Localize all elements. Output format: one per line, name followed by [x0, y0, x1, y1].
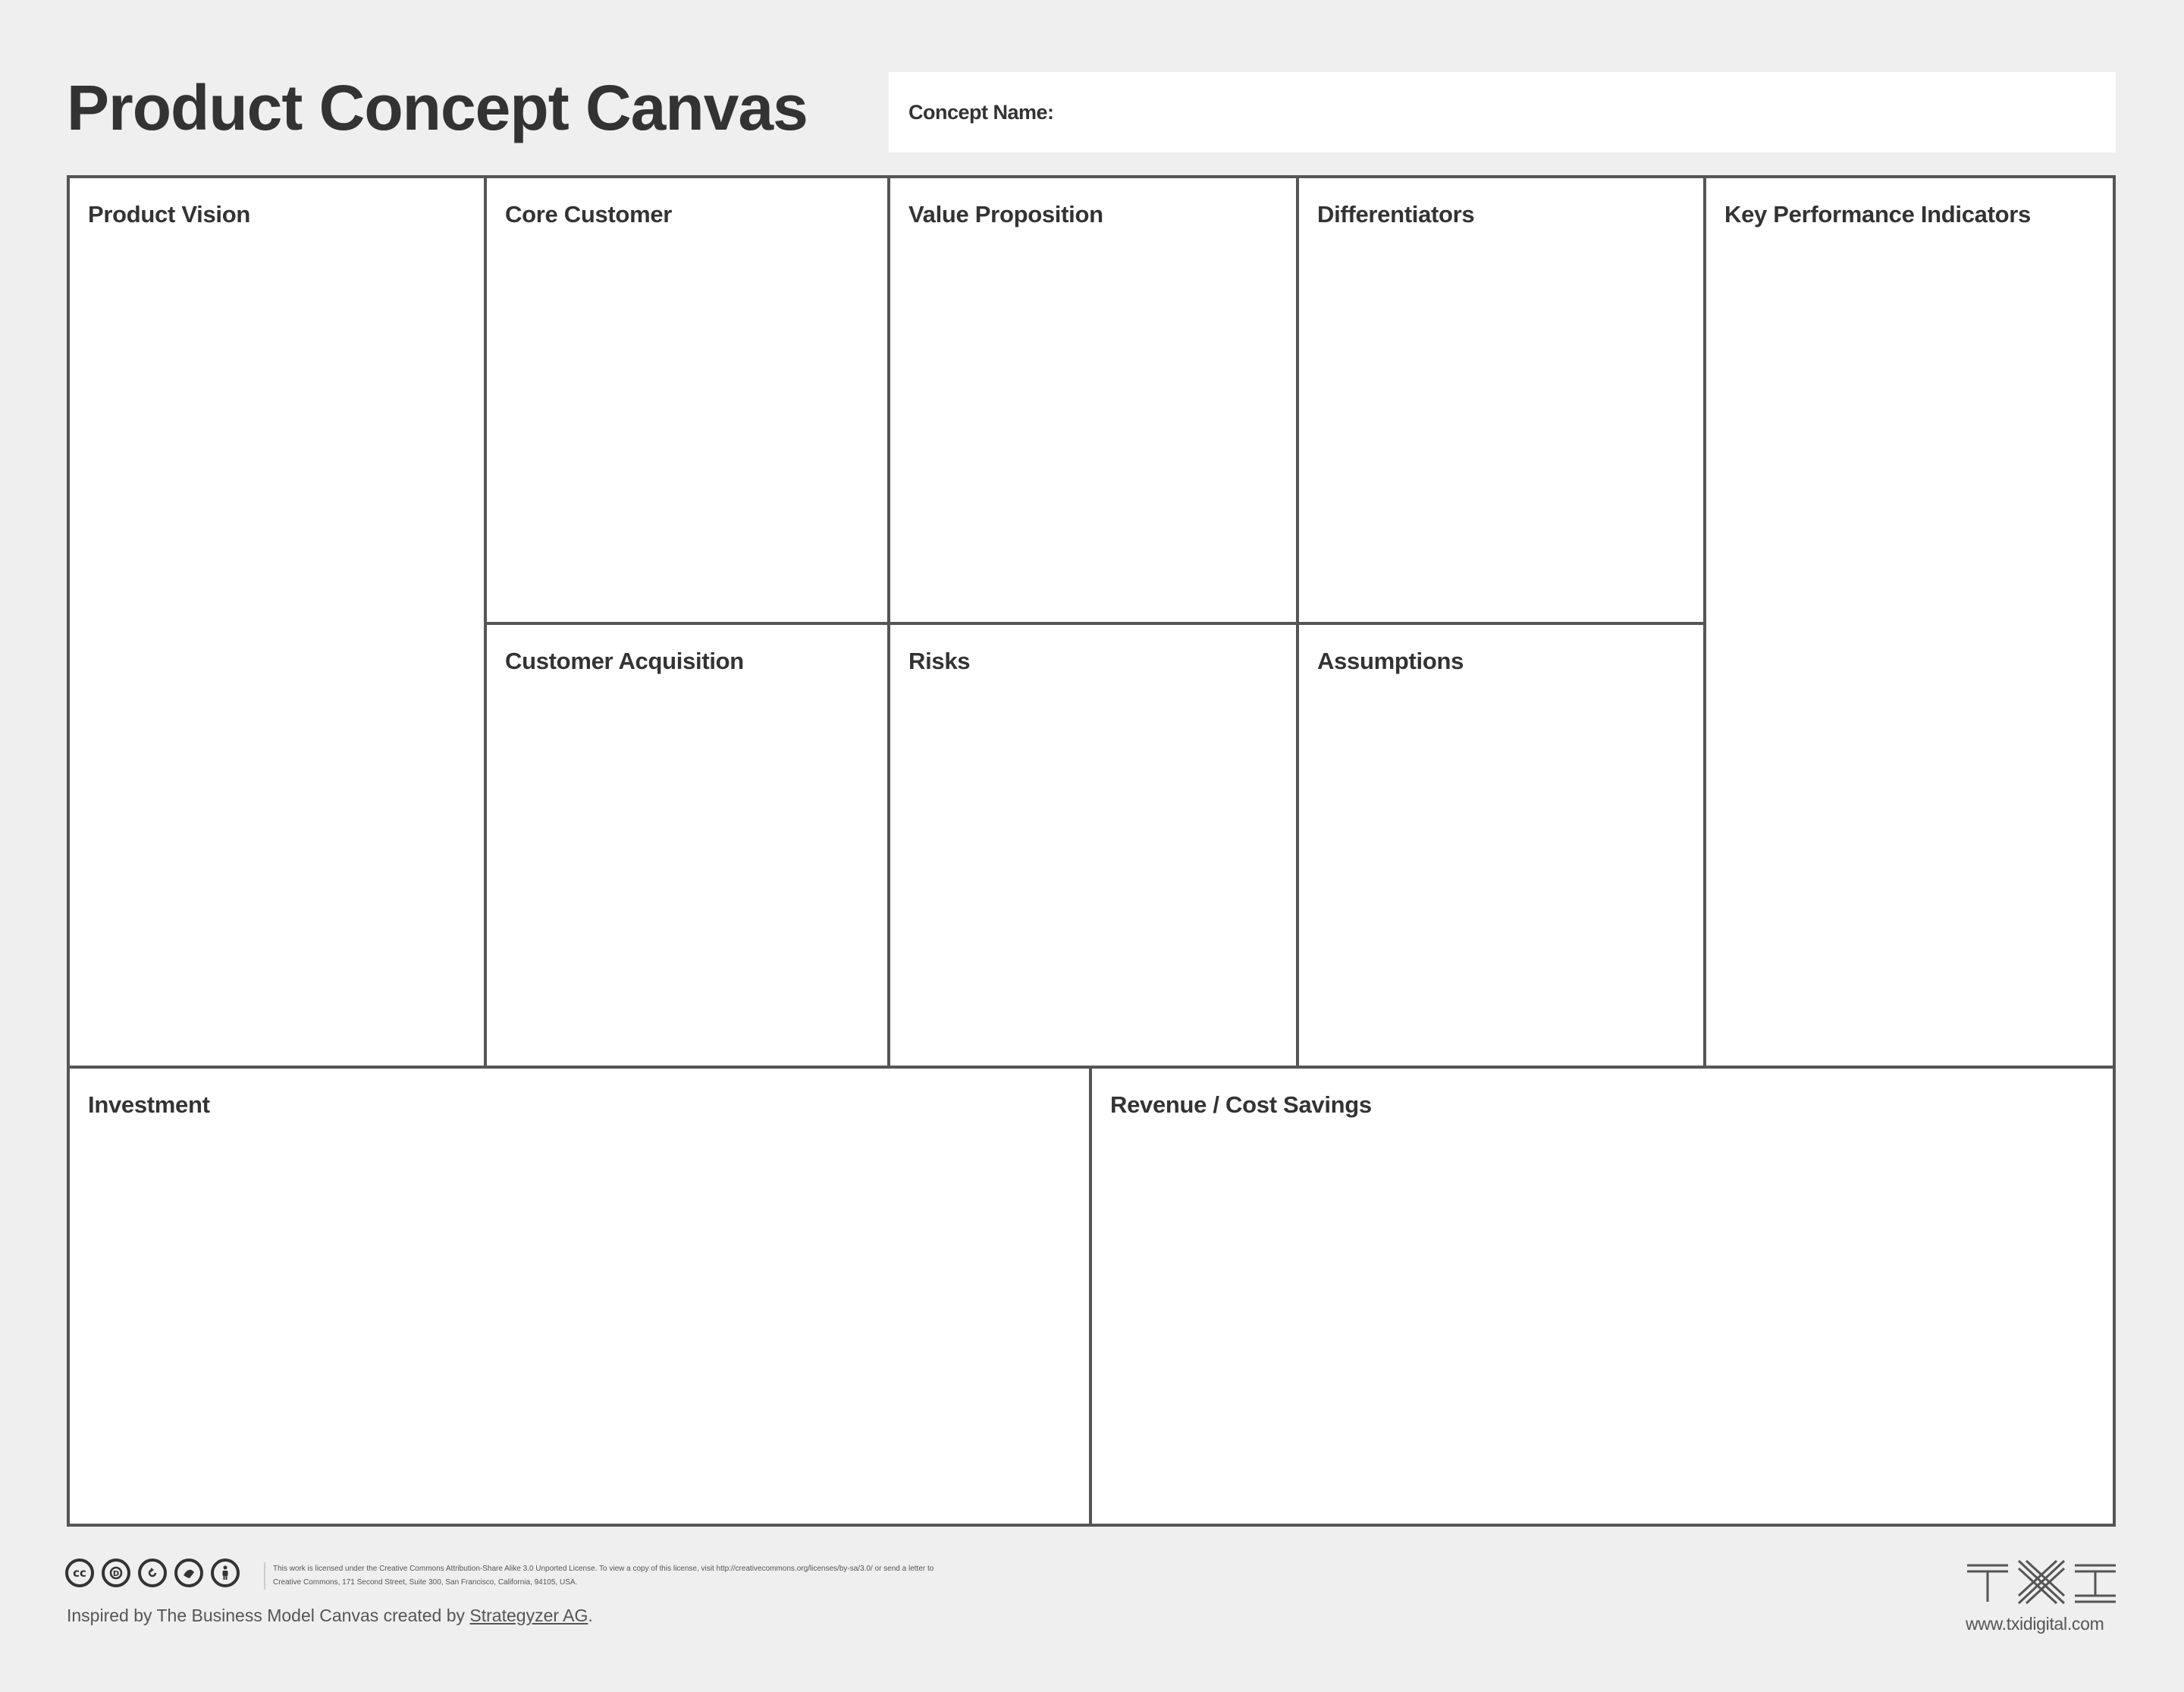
- assumptions-box[interactable]: [1296, 622, 1706, 1069]
- inspired-credit: [67, 1606, 593, 1626]
- revenue-box[interactable]: [1089, 1066, 2116, 1527]
- value-proposition-label: Value Proposition: [908, 201, 1103, 228]
- strategyzer-link[interactable]: Strategyzer AG: [469, 1606, 588, 1625]
- cc-icon: cc: [65, 1559, 94, 1587]
- page-title: Product Concept Canvas: [67, 72, 808, 143]
- core-customer-box[interactable]: [484, 175, 890, 625]
- investment-box[interactable]: [67, 1066, 1092, 1527]
- differentiators-box[interactable]: [1296, 175, 1706, 625]
- canvas-grid: [67, 175, 2116, 1527]
- license-text: This work is licensed under the Creative Commons Attribution-Share Alike 3.0 Unported License. To view a copy of this license, visit http://creativecommons.org/licenses/by-sa/3.0/ or send a letter to Creative Commons, 171 Second Street, Suite 300, San Francisco, California, 94105, USA.: [264, 1562, 940, 1590]
- kpi-box[interactable]: [1703, 175, 2116, 1069]
- assumptions-label: Assumptions: [1317, 648, 1464, 674]
- concept-name-field[interactable]: [889, 72, 2116, 152]
- product-vision-box[interactable]: [67, 175, 487, 1069]
- noncommercial-icon: [174, 1559, 203, 1587]
- risks-label: Risks: [908, 648, 971, 674]
- person-icon: [211, 1559, 240, 1587]
- share-alike-icon: [138, 1559, 167, 1587]
- investment-label: Investment: [88, 1091, 210, 1118]
- website-link[interactable]: www.txidigital.com: [1966, 1614, 2104, 1634]
- differentiators-label: Differentiators: [1317, 201, 1475, 228]
- inspired-prefix: Inspired by The Business Model Canvas created by: [67, 1606, 470, 1625]
- svg-text:D: D: [112, 1570, 120, 1578]
- inspired-suffix: .: [588, 1606, 593, 1625]
- customer-acquisition-box[interactable]: [484, 622, 890, 1069]
- customer-acquisition-label: Customer Acquisition: [505, 648, 744, 674]
- product-vision-label: Product Vision: [88, 201, 250, 228]
- revenue-label: Revenue / Cost Savings: [1110, 1091, 1372, 1118]
- risks-box[interactable]: [887, 622, 1299, 1069]
- attribution-icon: [102, 1559, 130, 1587]
- txi-logo: [1966, 1556, 2117, 1609]
- concept-name-label: Concept Name:: [908, 100, 1054, 124]
- core-customer-label: Core Customer: [505, 201, 673, 228]
- value-proposition-box[interactable]: [887, 175, 1299, 625]
- license-icons: [65, 1559, 240, 1587]
- kpi-label: Key Performance Indicators: [1724, 201, 2031, 228]
